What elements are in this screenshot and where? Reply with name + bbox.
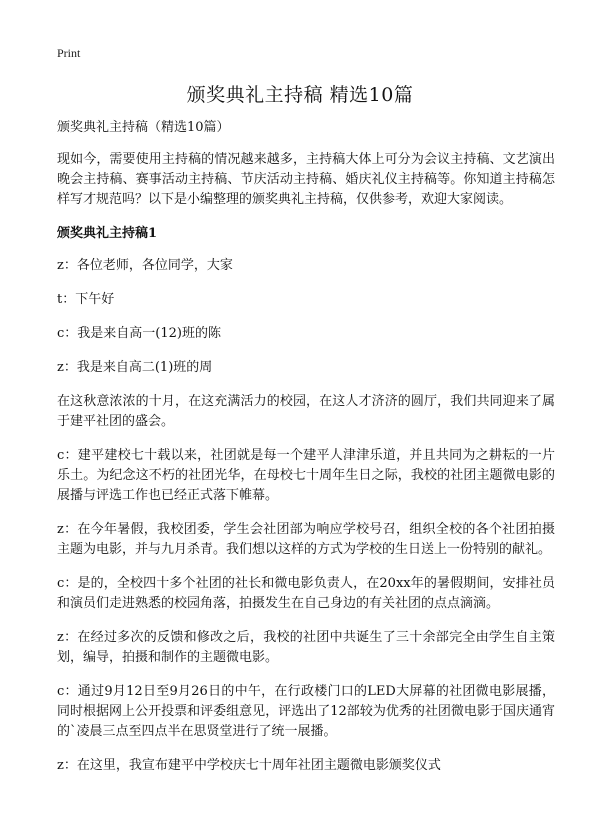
script-paragraph: c：是的，全校四十多个社团的社长和微电影负责人，在20xx年的暑假期间，安排社员和演员们走进熟悉的校园角落，拍摄发生在自己身边的有关社团的点点滴滴。 [57, 576, 555, 611]
section-heading: 颁奖典礼主持稿1 [57, 226, 158, 241]
script-paragraph: c：通过9月12日至9月26日的中午，在行政楼门口的LED大屏幕的社团微电影展播，同时根据网上公开投票和评委组意见，评选出了12部较为优秀的社团微电影于国庆通宵的`凌晨三点至四点半在思贤堂进行了统一展播。 [57, 684, 555, 739]
intro-paragraph: 现如今，需要使用主持稿的情况越来越多，主持稿大体上可分为会议主持稿、文艺演出晚会主持稿、赛事活动主持稿、节庆活动主持稿、婚庆礼仪主持稿等。你知道主持稿怎样写才规范吗？以下是小编整理的颁奖典礼主持稿，仅供参考，欢迎大家阅读。 [57, 152, 555, 207]
script-line: c：我是来自高一(12)班的陈 [57, 326, 221, 341]
script-paragraph: 在这秋意浓浓的十月，在这充满活力的校园，在这人才济济的圆厅，我们共同迎来了属于建平社团的盛会。 [57, 394, 555, 429]
script-paragraph: z：在今年暑假，我校团委，学生会社团部为响应学校号召，组织全校的各个社团拍摄主题为电影，并与九月杀青。我们想以这样的方式为学校的生日送上一份特别的献礼。 [57, 522, 555, 557]
script-line: z：各位老师，各位同学，大家 [57, 258, 233, 273]
script-line: z：我是来自高二(1)班的周 [57, 360, 213, 375]
script-line: t：下午好 [57, 292, 115, 307]
script-paragraph: c：建平建校七十载以来，社团就是每一个建平人津津乐道，并且共同为之耕耘的一片乐土。为纪念这不朽的社团光华，在母校七十周年生日之际，我校的社团主题微电影的展播与评选工作也已经正式落下帷幕。 [57, 448, 555, 503]
page-title: 颁奖典礼主持稿 精选10篇 [186, 84, 414, 106]
article-body [57, 118, 555, 790]
print-link[interactable]: Print [57, 46, 81, 60]
script-paragraph: z：在这里，我宣布建平中学校庆七十周年社团主题微电影颁奖仪式 [57, 758, 441, 773]
article-subtitle: 颁奖典礼主持稿（精选10篇） [57, 120, 230, 135]
script-paragraph: z：在经过多次的反馈和修改之后，我校的社团中共诞生了三十余部完全由学生自主策划，编导，拍摄和制作的主题微电影。 [57, 630, 555, 665]
